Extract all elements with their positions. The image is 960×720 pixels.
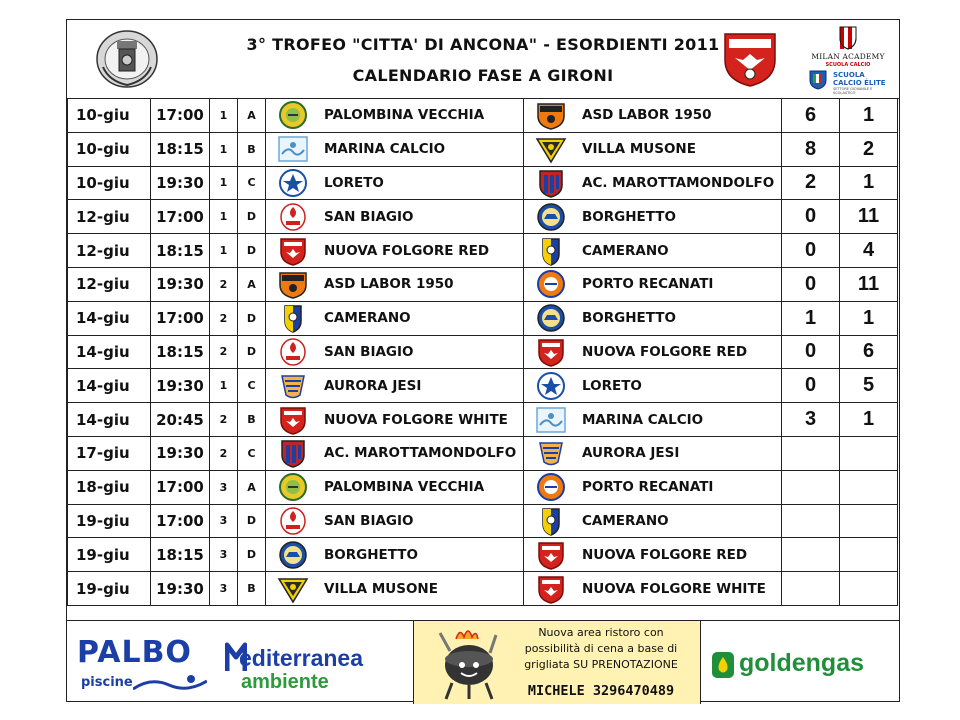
match-date: 10-giu [68,99,151,133]
match-time: 20:45 [151,403,210,437]
header [67,20,899,99]
home-team-name: AURORA JESI [324,377,422,394]
home-score [782,572,840,606]
match-row [68,470,898,504]
match-date: 12-giu [68,234,151,268]
away-team-name: LORETO [582,377,642,394]
away-score: 1 [840,166,898,200]
san-biagio-logo [276,506,310,536]
away-team-name: CAMERANO [582,512,669,529]
home-team-cell [266,403,524,437]
home-score [782,470,840,504]
away-score: 6 [840,335,898,369]
match-group: A [238,267,266,301]
home-score [782,538,840,572]
home-team-name: MARINA CALCIO [324,141,446,158]
home-team-cell [266,132,524,166]
away-score [840,436,898,470]
goldengas-sponsor-logo: goldengas [711,649,895,681]
marina-logo [534,405,568,435]
match-group: A [238,470,266,504]
home-team-name: BORGHETTO [324,546,418,563]
match-round: 1 [210,166,238,200]
away-team-cell [524,538,782,572]
aurora-jesi-logo [276,371,310,401]
home-team-cell [266,436,524,470]
camerano-logo [276,303,310,333]
home-score [782,504,840,538]
match-round: 2 [210,267,238,301]
villa-musone-logo [534,134,568,164]
scuola-calcio-elite-label: SCUOLA CALCIO ÉLITE [833,71,886,87]
match-date: 19-giu [68,572,151,606]
match-row [68,99,898,133]
tournament-subtitle: CALENDARIO FASE A GIRONI [352,66,614,85]
nuova-folgore-logo [534,574,568,604]
match-group: D [238,234,266,268]
match-table [67,98,898,606]
match-round: 3 [210,572,238,606]
away-team-name: BORGHETTO [582,310,676,327]
away-team-name: NUOVA FOLGORE RED [582,343,748,360]
away-team-name: AC. MAROTTAMONDOLFO [582,174,775,191]
away-score: 1 [840,301,898,335]
match-time: 19:30 [151,436,210,470]
match-row [68,267,898,301]
away-score [840,470,898,504]
nuova-folgore-logo [534,337,568,367]
away-score: 2 [840,132,898,166]
away-team-cell [524,99,782,133]
match-row [68,504,898,538]
away-team-name: ASD LABOR 1950 [582,107,712,124]
match-row [68,436,898,470]
match-round: 3 [210,538,238,572]
match-round: 3 [210,470,238,504]
porto-recanati-logo [534,269,568,299]
away-team-cell [524,335,782,369]
match-date: 18-giu [68,470,151,504]
home-team-name: CAMERANO [324,310,411,327]
away-score: 4 [840,234,898,268]
milan-academy-label: MILAN ACADEMY [811,52,885,61]
palbo-sponsor-logo: PALBO piscine [77,635,207,697]
match-group: D [238,504,266,538]
home-score: 1 [782,301,840,335]
home-score: 0 [782,234,840,268]
away-team-cell [524,267,782,301]
away-team-cell [524,301,782,335]
match-round: 2 [210,301,238,335]
nuova-folgore-crest-icon [721,30,779,88]
marotta-logo [276,438,310,468]
match-time: 17:00 [151,200,210,234]
away-team-cell [524,572,782,606]
match-group: C [238,436,266,470]
match-row [68,132,898,166]
loreto-logo [534,371,568,401]
camerano-logo [534,236,568,266]
villa-musone-logo [276,574,310,604]
home-team-cell [266,572,524,606]
home-score: 8 [782,132,840,166]
away-score [840,572,898,606]
match-group: B [238,572,266,606]
home-team-name: PALOMBINA VECCHIA [324,107,485,124]
promo-contact: MICHELE 3296470489 [527,683,675,699]
schedule-sheet [66,19,900,702]
away-team-name: AURORA JESI [582,445,680,462]
home-team-cell [266,504,524,538]
away-team-cell [524,234,782,268]
settore-giovanile-label: SETTORE GIOVANILE E SCOLASTICO [833,87,873,95]
match-group: C [238,166,266,200]
home-team-cell [266,267,524,301]
home-team-cell [266,470,524,504]
away-score [840,538,898,572]
match-group: A [238,99,266,133]
home-team-name: VILLA MUSONE [324,580,438,597]
home-score: 0 [782,200,840,234]
aurora-jesi-logo [534,438,568,468]
labor-logo [276,269,310,299]
food-area-promo [413,621,701,704]
milan-academy-badge [803,26,893,95]
away-team-name: PORTO RECANATI [582,479,714,496]
home-team-cell [266,335,524,369]
away-team-name: MARINA CALCIO [582,411,704,428]
home-team-name: NUOVA FOLGORE RED [324,242,490,259]
swimmer-wave-icon [133,671,207,695]
home-team-name: ASD LABOR 1950 [324,276,454,293]
match-date: 10-giu [68,166,151,200]
match-date: 14-giu [68,369,151,403]
away-team-name: VILLA MUSONE [582,141,696,158]
match-row [68,538,898,572]
away-team-cell [524,436,782,470]
match-row [68,200,898,234]
san-biagio-logo [276,202,310,232]
away-team-name: NUOVA FOLGORE RED [582,546,748,563]
goldengas-drop-icon [711,651,735,679]
nuova-folgore-logo [276,405,310,435]
home-team-cell [266,99,524,133]
away-team-cell [524,403,782,437]
match-date: 14-giu [68,403,151,437]
match-time: 19:30 [151,369,210,403]
borghetto-logo [534,303,568,333]
match-row [68,572,898,606]
away-team-name: CAMERANO [582,242,669,259]
match-row [68,335,898,369]
match-date: 14-giu [68,335,151,369]
figc-shield-icon [809,70,827,90]
match-time: 18:15 [151,335,210,369]
match-date: 14-giu [68,301,151,335]
match-time: 18:15 [151,234,210,268]
away-team-cell [524,369,782,403]
match-round: 2 [210,436,238,470]
match-time: 19:30 [151,572,210,606]
home-score: 2 [782,166,840,200]
away-score: 11 [840,200,898,234]
match-group: D [238,538,266,572]
home-team-name: SAN BIAGIO [324,208,414,225]
match-row [68,301,898,335]
nuova-folgore-logo [534,540,568,570]
away-team-name: BORGHETTO [582,208,676,225]
match-round: 1 [210,200,238,234]
home-team-cell [266,200,524,234]
home-team-cell [266,234,524,268]
promo-text: Nuova area ristoro con possibilità di cena a base di grigliata SU PRENOTAZIONE [524,626,678,671]
home-team-cell [266,301,524,335]
away-score [840,504,898,538]
match-date: 12-giu [68,267,151,301]
home-score: 0 [782,335,840,369]
home-team-name: SAN BIAGIO [324,343,414,360]
away-team-cell [524,470,782,504]
match-date: 19-giu [68,538,151,572]
match-round: 1 [210,99,238,133]
palombina-logo [276,472,310,502]
home-team-name: NUOVA FOLGORE WHITE [324,411,508,428]
milan-scuola-label: SCUOLA CALCIO [825,62,871,68]
home-score: 6 [782,99,840,133]
nuova-folgore-logo [276,236,310,266]
match-round: 2 [210,335,238,369]
home-score: 3 [782,403,840,437]
match-round: 1 [210,234,238,268]
borghetto-logo [276,540,310,570]
away-score: 1 [840,99,898,133]
match-time: 19:30 [151,166,210,200]
away-team-cell [524,200,782,234]
match-date: 10-giu [68,132,151,166]
match-time: 17:00 [151,470,210,504]
mediterranea-sponsor-logo: editerranea ambiente [225,631,405,697]
away-team-cell [524,132,782,166]
match-time: 17:00 [151,99,210,133]
match-round: 1 [210,369,238,403]
home-team-cell [266,166,524,200]
match-date: 17-giu [68,436,151,470]
match-date: 19-giu [68,504,151,538]
match-group: C [238,369,266,403]
bbq-grill-icon [434,625,504,701]
labor-logo [534,100,568,130]
home-score: 0 [782,369,840,403]
loreto-logo [276,168,310,198]
match-date: 12-giu [68,200,151,234]
match-time: 17:00 [151,504,210,538]
milan-crest-icon [839,26,857,50]
match-row [68,234,898,268]
sponsor-footer [67,620,899,704]
marina-logo [276,134,310,164]
match-row [68,403,898,437]
camerano-logo [534,506,568,536]
home-team-cell [266,369,524,403]
match-group: B [238,132,266,166]
match-row [68,166,898,200]
match-group: B [238,403,266,437]
home-team-name: AC. MAROTTAMONDOLFO [324,445,517,462]
away-team-cell [524,166,782,200]
borghetto-logo [534,202,568,232]
home-score [782,436,840,470]
away-score: 5 [840,369,898,403]
match-time: 17:00 [151,301,210,335]
match-group: D [238,200,266,234]
away-team-name: PORTO RECANATI [582,276,714,293]
match-time: 18:15 [151,538,210,572]
match-round: 1 [210,132,238,166]
home-team-name: SAN BIAGIO [324,512,414,529]
home-team-name: LORETO [324,174,384,191]
match-group: D [238,301,266,335]
home-team-cell [266,538,524,572]
home-score: 0 [782,267,840,301]
away-score: 11 [840,267,898,301]
away-score: 1 [840,403,898,437]
home-team-name: PALOMBINA VECCHIA [324,479,485,496]
palombina-logo [276,100,310,130]
match-time: 19:30 [151,267,210,301]
san-biagio-logo [276,337,310,367]
away-team-name: NUOVA FOLGORE WHITE [582,580,766,597]
marotta-logo [534,168,568,198]
match-time: 18:15 [151,132,210,166]
match-group: D [238,335,266,369]
tournament-title: 3° TROFEO "CITTA' DI ANCONA" - ESORDIENTI 2011 [246,35,720,54]
porto-recanati-logo [534,472,568,502]
away-team-cell [524,504,782,538]
match-row [68,369,898,403]
match-round: 3 [210,504,238,538]
match-round: 2 [210,403,238,437]
